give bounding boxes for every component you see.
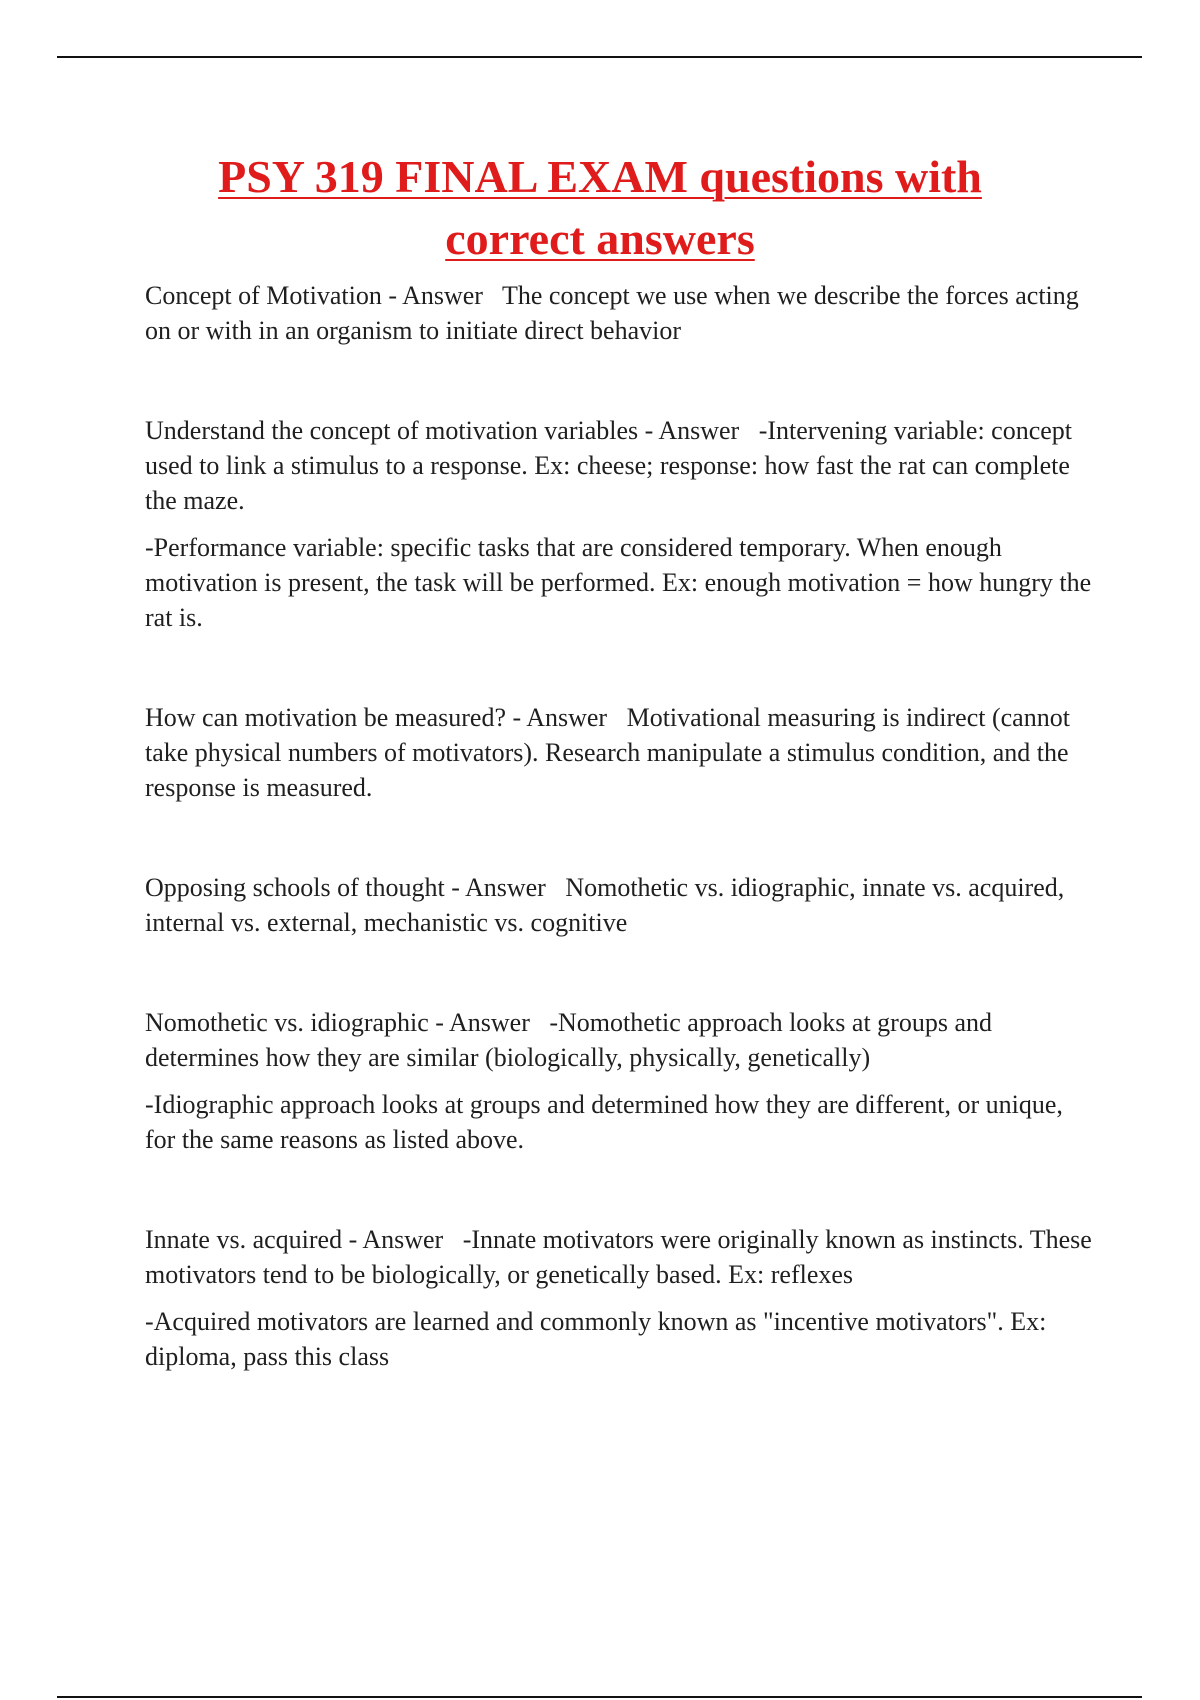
answer-text: -Innate motivators were originally known as instincts. These motivators tend to be biologically, or genetically based. Ex: reflexes <box>145 1225 1092 1289</box>
question-text: Concept of Motivation <box>145 281 382 310</box>
answer-continuation: -Acquired motivators are learned and commonly known as "incentive motivators". Ex: diploma, pass this class <box>145 1307 1047 1371</box>
answer-text: Motivational measuring is indirect (cannot take physical numbers of motivators). Research manipulate a stimulus condition, and the response is measured. <box>145 703 1070 802</box>
answer-separator: - Answer <box>506 703 627 732</box>
qa-item <box>145 700 1095 805</box>
qa-main-paragraph <box>145 413 1095 518</box>
answer-separator: - Answer <box>428 1008 550 1037</box>
question-text: Understand the concept of motivation variables <box>145 416 639 445</box>
qa-list <box>145 278 1095 1439</box>
bottom-rule <box>57 1696 1142 1698</box>
answer-continuation: -Performance variable: specific tasks that are considered temporary. When enough motivation is present, the task will be performed. Ex: enough motivation = how hungry the rat is. <box>145 533 1092 632</box>
qa-item <box>145 870 1095 940</box>
title-line-1: PSY 319 FINAL EXAM questions with <box>218 151 982 202</box>
answer-text: Nomothetic vs. idiographic, innate vs. acquired, internal vs. external, mechanistic vs. cognitive <box>145 873 1065 937</box>
answer-text: -Intervening variable: concept used to link a stimulus to a response. Ex: cheese; response: how fast the rat can complete the maze. <box>145 416 1073 515</box>
answer-separator: - Answer <box>444 873 566 902</box>
qa-item <box>145 1222 1095 1374</box>
answer-separator: - Answer <box>638 416 759 445</box>
qa-main-paragraph <box>145 700 1095 805</box>
top-rule <box>57 56 1142 58</box>
answer-separator: - Answer <box>342 1225 463 1254</box>
answer-continuation: -Idiographic approach looks at groups and determined how they are different, or unique, for the same reasons as listed above. <box>145 1090 1063 1154</box>
answer-separator: - Answer <box>381 281 502 310</box>
question-text: Opposing schools of thought <box>145 873 445 902</box>
qa-main-paragraph <box>145 870 1095 940</box>
title-line-2: correct answers <box>445 213 755 264</box>
qa-main-paragraph <box>145 1222 1095 1292</box>
document-title <box>0 146 1200 270</box>
qa-main-paragraph <box>145 278 1095 348</box>
question-text: Innate vs. acquired <box>145 1225 343 1254</box>
answer-text: -Nomothetic approach looks at groups and determines how they are similar (biologically, physically, genetically) <box>145 1008 992 1072</box>
qa-main-paragraph <box>145 1005 1095 1075</box>
question-text: How can motivation be measured? <box>145 703 506 732</box>
qa-item <box>145 413 1095 635</box>
answer-text: The concept we use when we describe the forces acting on or with in an organism to initiate direct behavior <box>145 281 1079 345</box>
question-text: Nomothetic vs. idiographic <box>145 1008 429 1037</box>
qa-item <box>145 1005 1095 1157</box>
qa-item <box>145 278 1095 348</box>
